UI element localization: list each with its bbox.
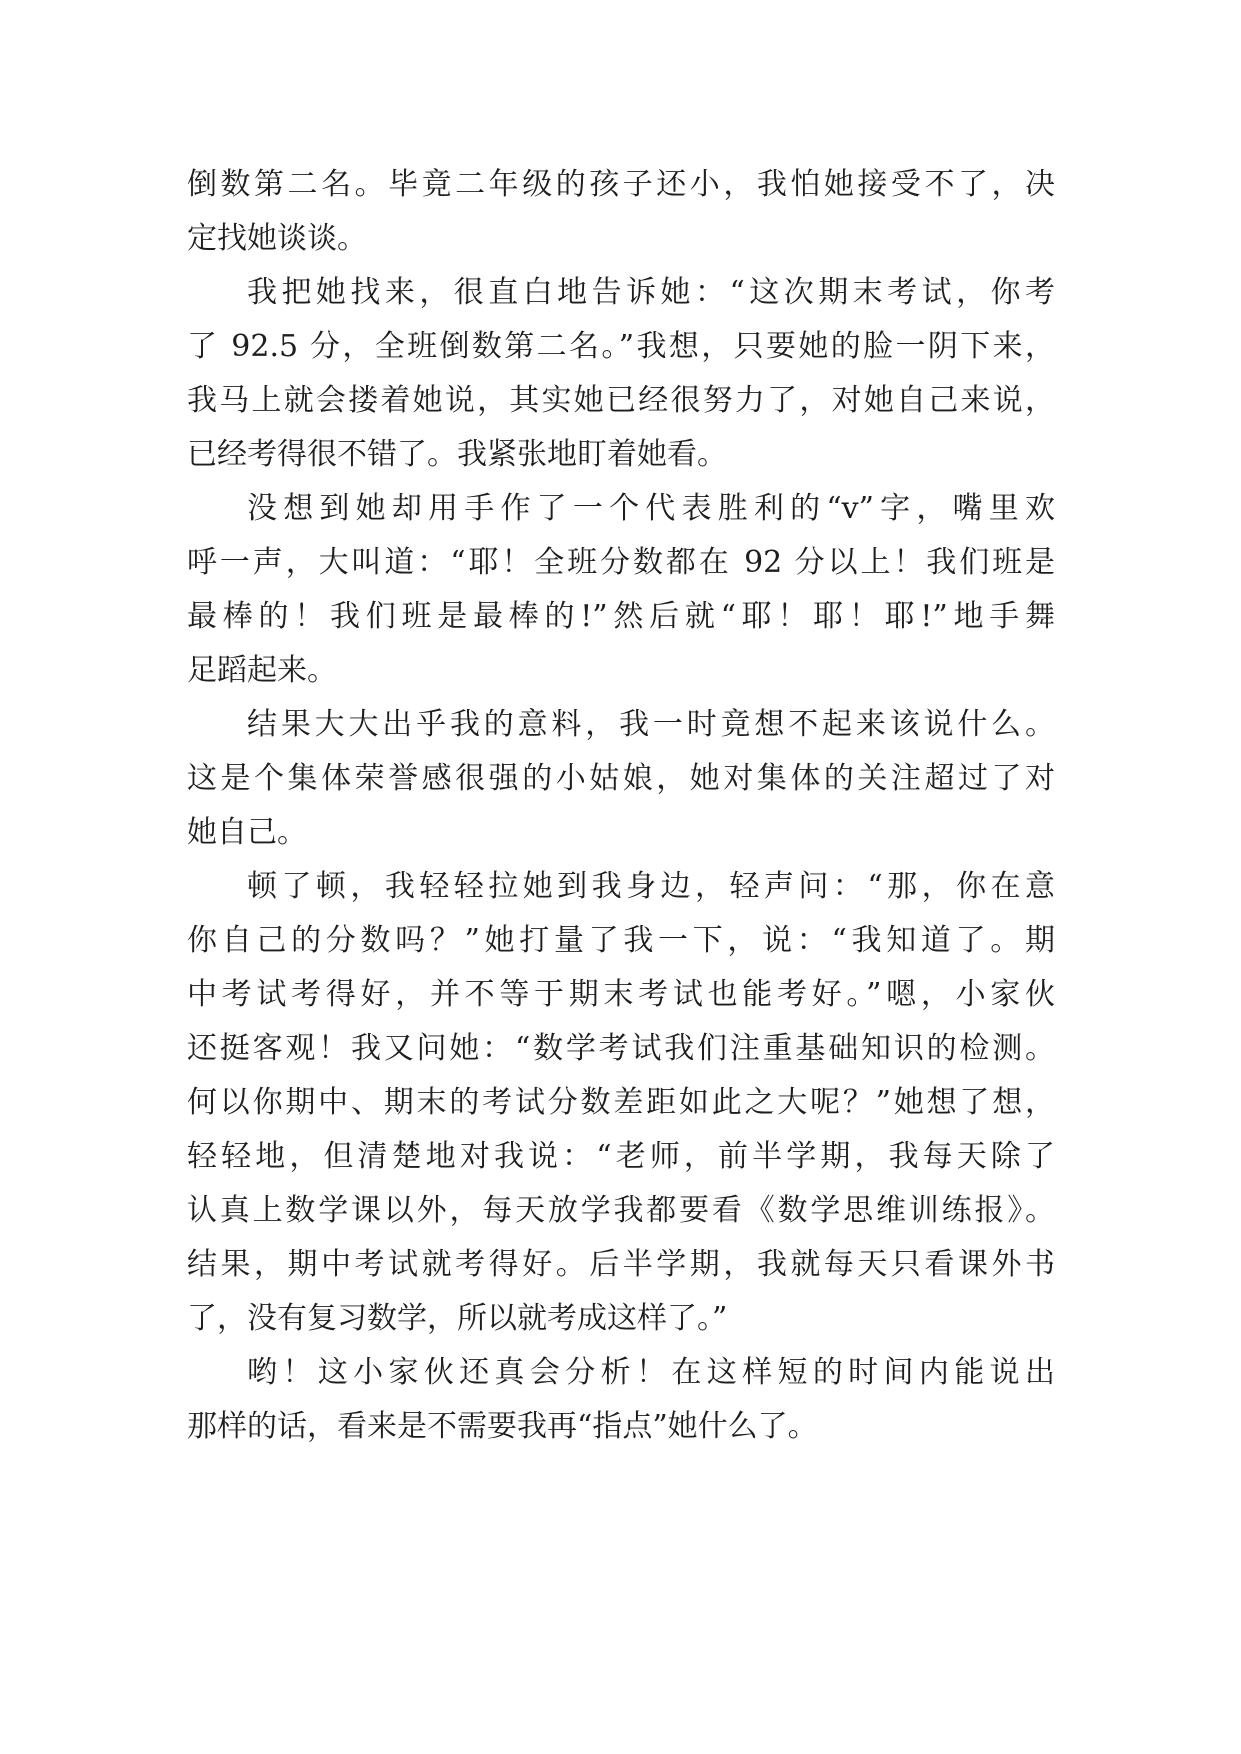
text-line: 了 92.5 分，全班倒数第二名。”我想，只要她的脸一阴下来， bbox=[187, 329, 1055, 364]
text-line: 中考试考得好，并不等于期末考试也能考好。”嗯，小家伙 bbox=[187, 977, 1055, 1012]
text-line: 定找她谈谈。 bbox=[187, 221, 367, 256]
paragraph-2 bbox=[187, 266, 1055, 482]
paragraph-1 bbox=[187, 158, 1055, 266]
text-line: 倒数第二名。毕竟二年级的孩子还小，我怕她接受不了，决 bbox=[187, 167, 1055, 202]
paragraph-5 bbox=[187, 860, 1055, 1346]
text-line: 她自己。 bbox=[187, 815, 307, 850]
text-line: 还挺客观！我又问她：“数学考试我们注重基础知识的检测。 bbox=[187, 1031, 1055, 1066]
body-text bbox=[187, 158, 1055, 1454]
text-line: 那样的话，看来是不需要我再“指点”她什么了。 bbox=[187, 1409, 818, 1444]
text-line: 已经考得很不错了。我紧张地盯着她看。 bbox=[187, 437, 727, 472]
text-line: 最棒的！我们班是最棒的!”然后就“耶！耶！耶!”地手舞 bbox=[187, 599, 1055, 634]
text-line: 我把她找来，很直白地告诉她：“这次期末考试，你考 bbox=[247, 275, 1055, 310]
text-line: 结果大大出乎我的意料，我一时竟想不起来该说什么。 bbox=[247, 707, 1055, 742]
text-line: 顿了顿，我轻轻拉她到我身边，轻声问：“那，你在意 bbox=[247, 869, 1055, 904]
text-line: 何以你期中、期末的考试分数差距如此之大呢？”她想了想， bbox=[187, 1085, 1055, 1120]
text-line: 轻轻地，但清楚地对我说：“老师，前半学期，我每天除了 bbox=[187, 1139, 1055, 1174]
text-line: 你自己的分数吗？”她打量了我一下，说：“我知道了。期 bbox=[187, 923, 1055, 958]
text-line: 了，没有复习数学，所以就考成这样了。” bbox=[187, 1301, 728, 1336]
paragraph-4 bbox=[187, 698, 1055, 860]
text-line: 呼一声，大叫道：“耶！全班分数都在 92 分以上！我们班是 bbox=[187, 545, 1055, 580]
text-line: 这是个集体荣誉感很强的小姑娘，她对集体的关注超过了对 bbox=[187, 761, 1055, 796]
paragraph-3 bbox=[187, 482, 1055, 698]
text-line: 认真上数学课以外，每天放学我都要看《数学思维训练报》。 bbox=[187, 1193, 1055, 1228]
text-line: 我马上就会搂着她说，其实她已经很努力了，对她自己来说， bbox=[187, 383, 1055, 418]
paragraph-6 bbox=[187, 1346, 1055, 1454]
text-line: 足蹈起来。 bbox=[187, 653, 337, 688]
text-line: 哟！这小家伙还真会分析！在这样短的时间内能说出 bbox=[247, 1355, 1055, 1390]
text-line: 结果，期中考试就考得好。后半学期，我就每天只看课外书 bbox=[187, 1247, 1055, 1282]
text-line: 没想到她却用手作了一个代表胜利的“v”字，嘴里欢 bbox=[247, 491, 1055, 526]
